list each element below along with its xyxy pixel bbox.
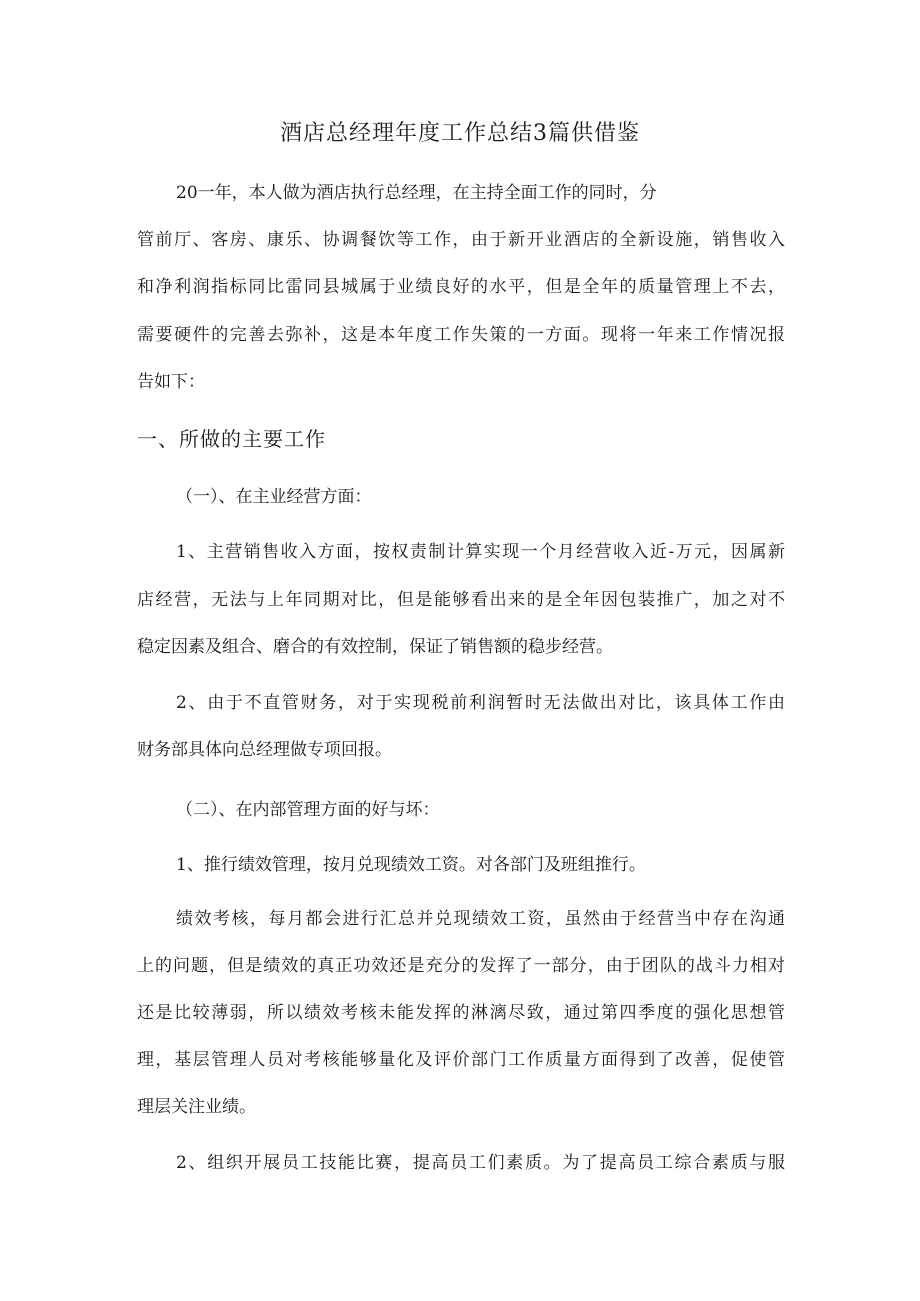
- paragraph-line: 上的问题，但是绩效的真正功效还是充分的发挥了一部分，由于团队的战斗力相对: [137, 956, 785, 976]
- paragraph-line: 还是比较薄弱，所以绩效考核未能发挥的淋漓尽致，通过第四季度的强化思想管: [137, 1003, 785, 1023]
- paragraph-line: 告如下：: [137, 372, 205, 392]
- paragraph-line: 财务部具体向总经理做专项回报。: [137, 740, 392, 760]
- paragraph-line: 店经营，无法与上年同期对比，但是能够看出来的是全年因包装推广，加之对不: [137, 590, 785, 610]
- paragraph-line: 管前厅、客房、康乐、协调餐饮等工作，由于新开业酒店的全新设施，销售收入: [137, 230, 785, 250]
- paragraph-line: 1、推行绩效管理，按月兑现绩效工资。对各部门及班组推行。: [176, 855, 646, 875]
- paragraph-line: 需要硬件的完善去弥补，这是本年度工作失策的一方面。现将一年来工作情况报: [137, 325, 785, 345]
- paragraph-line: 理，基层管理人员对考核能够量化及评价部门工作质量方面得到了改善，促使管: [137, 1050, 785, 1070]
- subsection-heading: （一）、在主业经营方面：: [176, 487, 372, 507]
- document-title: 酒店总经理年度工作总结3篇供借鉴: [280, 121, 640, 146]
- section-heading: 一、所做的主要工作: [137, 427, 326, 451]
- subsection-heading: （二）、在内部管理方面的好与坏：: [176, 800, 440, 820]
- paragraph-line: 20一年，本人做为酒店执行总经理，在主持全面工作的同时，分: [176, 183, 657, 203]
- paragraph-line: 绩效考核，每月都会进行汇总并兑现绩效工资，虽然由于经营当中存在沟通: [176, 909, 785, 929]
- paragraph-line: 稳定因素及组合、磨合的有效控制，保证了销售额的稳步经营。: [137, 637, 613, 657]
- paragraph-line: 和净利润指标同比雷同县城属于业绩良好的水平，但是全年的质量管理上不去，: [137, 277, 785, 297]
- paragraph-line: 1、主营销售收入方面，按权责制计算实现一个月经营收入近-万元，因属新: [176, 542, 785, 562]
- paragraph-line: 理层关注业绩。: [137, 1097, 256, 1117]
- paragraph-line: 2、组织开展员工技能比赛，提高员工们素质。为了提高员工综合素质与服: [176, 1153, 785, 1173]
- paragraph-line: 2、由于不直管财务，对于实现税前利润暂时无法做出对比，该具体工作由: [176, 693, 785, 713]
